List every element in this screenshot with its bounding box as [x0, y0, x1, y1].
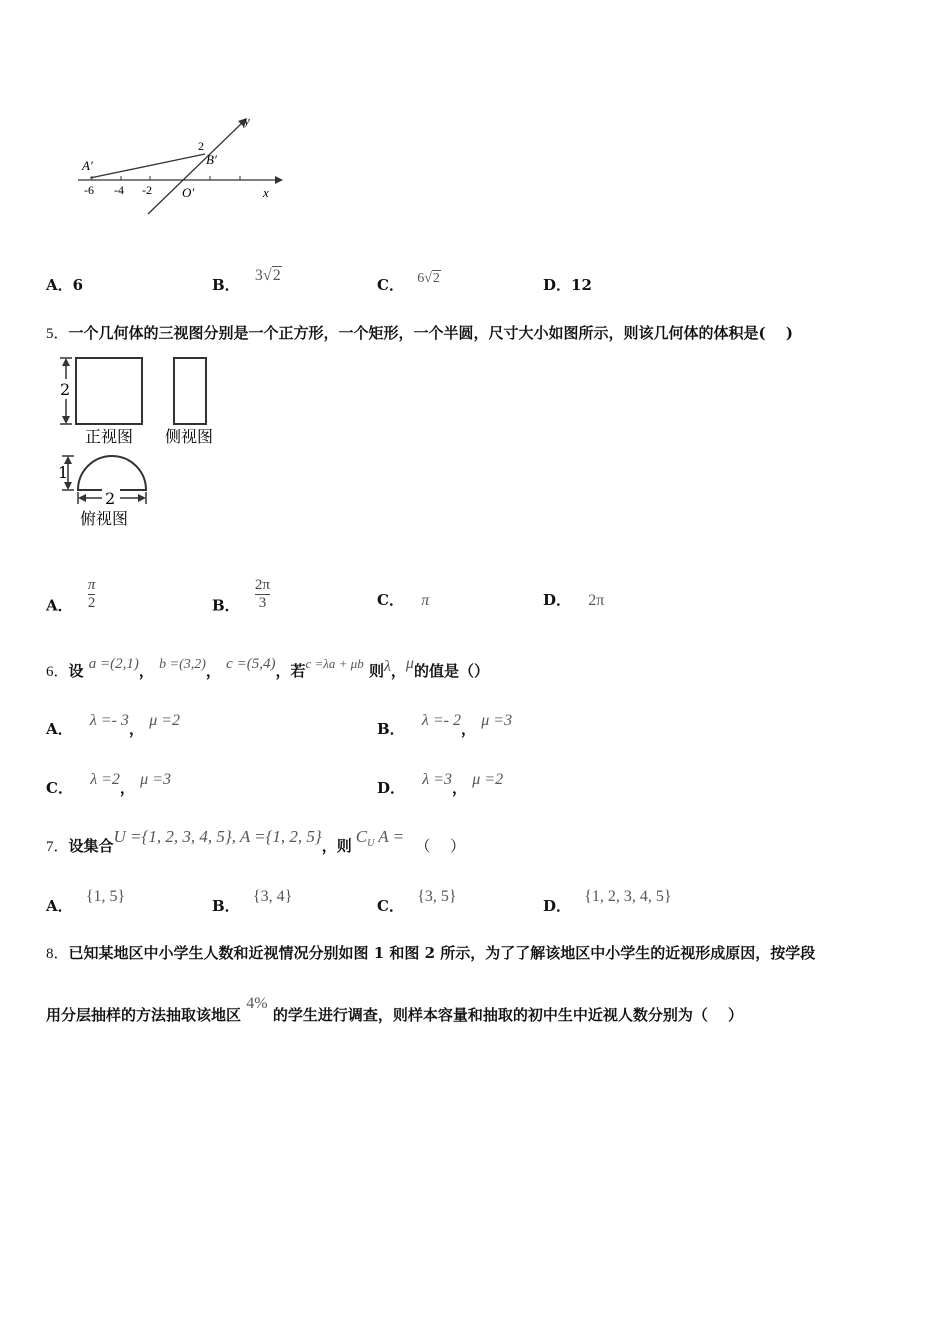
q6-stem: 6．设 a =(2,1)， b =(3,2)， c =(5,4)，若c =λa + μb 则λ，μ的值是（）	[46, 655, 489, 680]
q5-option-c[interactable]: C． π	[377, 591, 430, 609]
front-view-label: 正视图	[85, 427, 134, 446]
q6-option-c[interactable]: C． λ =2， μ =3	[46, 771, 171, 797]
q4-option-a[interactable]: A．6	[46, 276, 84, 294]
three-views-figure	[52, 352, 232, 532]
x-tick-label: -4	[114, 183, 124, 197]
top-width-dim: 2	[105, 489, 116, 508]
q5-option-d[interactable]: D． 2π	[543, 591, 605, 609]
q5-option-b[interactable]: B． $\frac{2\pi}{3}$	[212, 577, 270, 615]
q7-option-c[interactable]: C． {3, 5}	[377, 888, 457, 915]
front-height-dim: 2	[60, 380, 71, 399]
q6-option-b[interactable]: B． λ =- 2， μ =3	[377, 712, 513, 738]
origin-label: O′	[182, 185, 195, 200]
point-a-label: A′	[82, 158, 93, 173]
top-radius-dim: 1	[58, 463, 69, 482]
y-axis-label: y	[244, 113, 250, 128]
q8-stem-line1: 8．已知某地区中小学生人数和近视情况分别如图 1 和图 2 所示，为了了解该地区中小学生的近视形成原因，按学段	[46, 944, 816, 962]
top-view-label: 俯视图	[80, 509, 129, 528]
q4-option-b[interactable]: B． 3√2	[212, 267, 281, 294]
point-b-label: B′	[206, 152, 217, 167]
q7-stem: 7．设集合U ={1, 2, 3, 4, 5}, A ={1, 2, 5}，则 $C_U$ A = （ ）	[46, 827, 466, 855]
x-tick-label: -6	[84, 183, 94, 197]
q6-option-d[interactable]: D． λ =3， μ =2	[377, 771, 504, 797]
q7-option-d[interactable]: D． {1, 2, 3, 4, 5}	[543, 888, 672, 915]
q4-option-c[interactable]: C． 6√2	[377, 271, 440, 294]
q5-option-a[interactable]: A． $\frac{\pi}{2}$	[46, 577, 96, 615]
q7-option-a[interactable]: A． {1, 5}	[46, 888, 126, 915]
side-view-label: 侧视图	[165, 427, 214, 446]
q5-stem: 5．一个几何体的三视图分别是一个正方形，一个矩形，一个半圆，尺寸大小如图所示，则该几何体的体积是( )	[46, 324, 793, 342]
y-tick-label: 2	[198, 139, 204, 153]
x-axis-label: x	[263, 185, 269, 200]
q8-stem-line2: 用分层抽样的方法抽取该地区 4% 的学生进行调查，则样本容量和抽取的初中生中近视人数分别为（ ）	[46, 995, 744, 1024]
q6-option-a[interactable]: A． λ =- 3， μ =2	[46, 712, 181, 738]
q4-option-d[interactable]: D．12	[543, 276, 592, 294]
oblique-axes-figure	[70, 108, 290, 223]
q7-option-b[interactable]: B． {3, 4}	[212, 888, 293, 915]
x-tick-label: -2	[142, 183, 152, 197]
